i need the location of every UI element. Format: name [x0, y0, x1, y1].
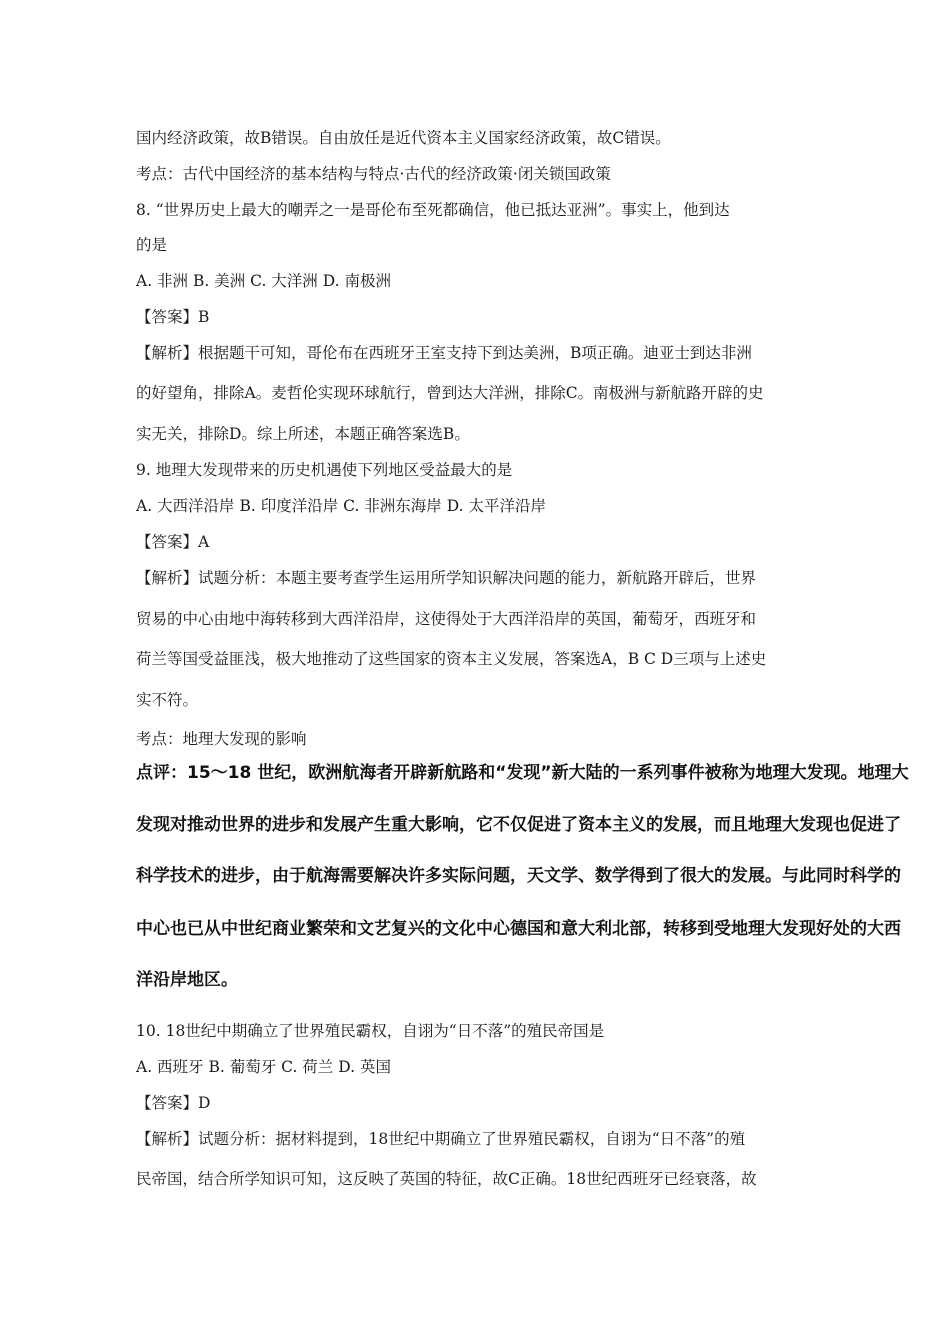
question-8-stem: 8. “世界历史上最大的嘲弄之一是哥伦布至死都确信，他已抵达亚洲”。事实上，他到达	[136, 201, 730, 219]
analysis-9: 荷兰等国受益匪浅，极大地推动了这些国家的资本主义发展，答案选A，B C D三项与上述史	[136, 650, 767, 668]
comment-line: 中心也已从中世纪商业繁荣和文艺复兴的文化中心德国和意大利北部，转移到受地理大发现好处的大西	[136, 919, 901, 939]
analysis-9: 实不符。	[136, 691, 199, 709]
answer-10: 【答案】D	[136, 1094, 211, 1112]
comment-line: 发现对推动世界的进步和发展产生重大影响，它不仅促进了资本主义的发展，而且地理大发现也促进了	[136, 815, 901, 835]
key-point-9: 考点：地理大发现的影响	[136, 730, 307, 748]
analysis-8: 【解析】根据题干可知，哥伦布在西班牙王室支持下到达美洲，B项正确。迪亚士到达非洲	[136, 344, 752, 362]
analysis-8: 的好望角，排除A。麦哲伦实现环球航行，曾到达大洋洲，排除C。南极洲与新航路开辟的史	[136, 384, 764, 402]
comment-line: 科学技术的进步，由于航海需要解决许多实际问题，天文学、数学得到了很大的发展。与此同时科学的	[136, 866, 901, 886]
answer-8: 【答案】B	[136, 308, 210, 326]
question-10-options: A. 西班牙 B. 葡萄牙 C. 荷兰 D. 英国	[136, 1058, 391, 1076]
question-9-options: A. 大西洋沿岸 B. 印度洋沿岸 C. 非洲东海岸 D. 太平洋沿岸	[136, 497, 546, 515]
analysis-10: 民帝国，结合所学知识可知，这反映了英国的特征，故C正确。18世纪西班牙已经衰落，故	[136, 1170, 757, 1188]
answer-9: 【答案】A	[136, 533, 210, 551]
question-8-stem-cont: 的是	[136, 236, 168, 254]
analysis-9: 贸易的中心由地中海转移到大西洋沿岸，这使得处于大西洋沿岸的英国，葡萄牙，西班牙和	[136, 610, 757, 628]
analysis-9: 【解析】试题分析：本题主要考查学生运用所学知识解决问题的能力，新航路开辟后，世界	[136, 569, 757, 587]
analysis-10: 【解析】试题分析：据材料提到，18世纪中期确立了世界殖民霸权，自诩为“日不落”的殖	[136, 1130, 746, 1148]
question-10-stem: 10. 18世纪中期确立了世界殖民霸权，自诩为“日不落”的殖民帝国是	[136, 1022, 605, 1040]
question-9-stem: 9. 地理大发现带来的历史机遇使下列地区受益最大的是	[136, 461, 513, 479]
question-8-options: A. 非洲 B. 美洲 C. 大洋洲 D. 南极洲	[136, 272, 391, 290]
comment-line: 点评：15～18 世纪，欧洲航海者开辟新航路和“发现”新大陆的一系列事件被称为地理大发现。地理大	[136, 763, 909, 783]
comment-line: 洋沿岸地区。	[136, 970, 238, 990]
text-line: 国内经济政策，故B错误。自由放任是近代资本主义国家经济政策，故C错误。	[136, 129, 671, 147]
text-line: 考点：古代中国经济的基本结构与特点·古代的经济政策·闭关锁国政策	[136, 165, 611, 183]
analysis-8: 实无关，排除D。综上所述，本题正确答案选B。	[136, 425, 470, 443]
